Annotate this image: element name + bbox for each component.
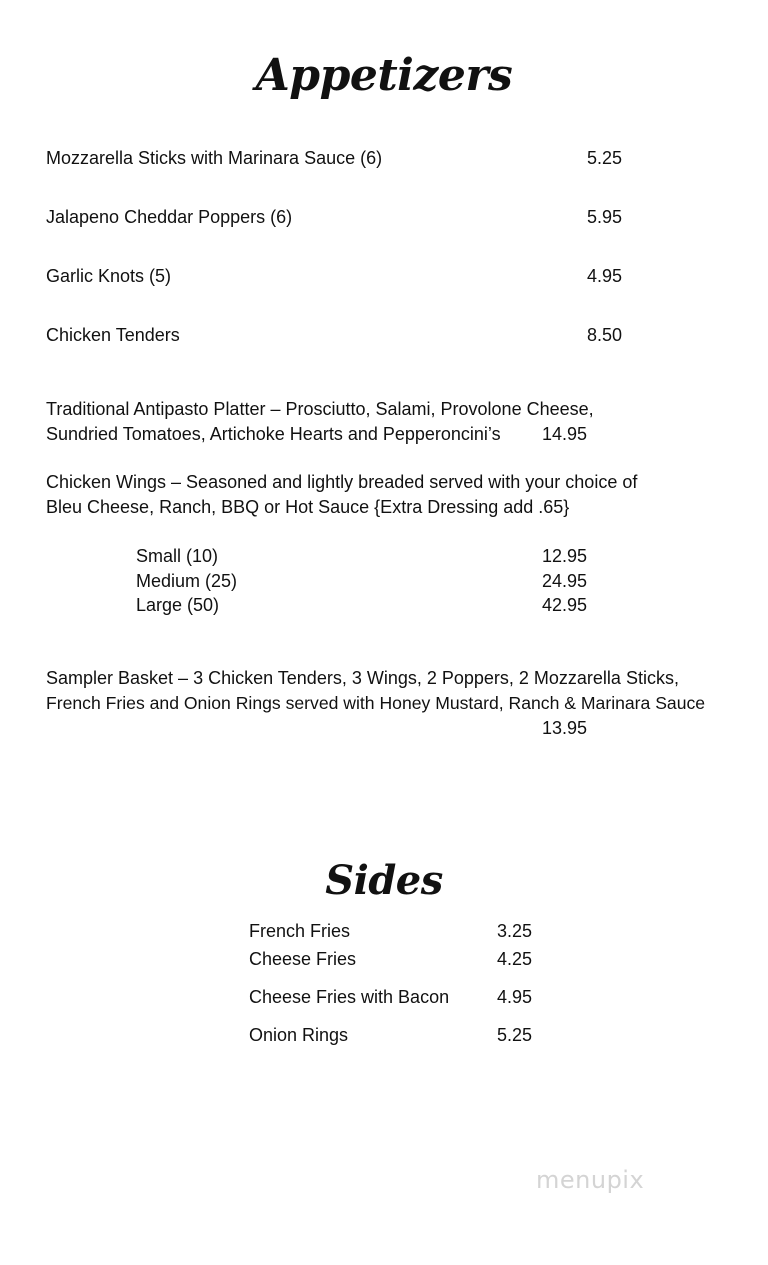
side-price: 5.25 bbox=[497, 1025, 533, 1045]
wings-description-line2: Bleu Cheese, Ranch, BBQ or Hot Sauce {Extra Dressing add .65} bbox=[46, 497, 570, 517]
sampler-description-line1: Sampler Basket – 3 Chicken Tenders, 3 Wings, 2 Poppers, 2 Mozzarella Sticks, bbox=[46, 668, 679, 688]
side-price: 4.95 bbox=[497, 987, 533, 1007]
wing-size-price: 24.95 bbox=[542, 571, 588, 591]
side-price: 3.25 bbox=[497, 921, 533, 941]
item-name: Mozzarella Sticks with Marinara Sauce (6) bbox=[46, 148, 383, 168]
item-price: 4.95 bbox=[587, 266, 623, 286]
sides-heading: Sides bbox=[325, 857, 443, 904]
side-name: Onion Rings bbox=[249, 1025, 349, 1045]
side-price: 4.25 bbox=[497, 949, 533, 969]
side-name: Cheese Fries with Bacon bbox=[249, 987, 450, 1007]
item-name: Chicken Tenders bbox=[46, 325, 180, 345]
wing-size-name: Large (50) bbox=[136, 595, 220, 615]
wing-size-price: 12.95 bbox=[542, 546, 588, 566]
sampler-description-line2: French Fries and Onion Rings served with Honey Mustard, Ranch & Marinara Sauce bbox=[46, 693, 706, 713]
appetizers-heading: Appetizers bbox=[255, 50, 513, 101]
antipasto-price: 14.95 bbox=[542, 424, 588, 444]
item-name: Jalapeno Cheddar Poppers (6) bbox=[46, 207, 293, 227]
wings-description-line1: Chicken Wings – Seasoned and lightly breaded served with your choice of bbox=[46, 472, 638, 492]
item-name: Garlic Knots (5) bbox=[46, 266, 172, 286]
item-price: 5.25 bbox=[587, 148, 623, 168]
antipasto-description-line1: Traditional Antipasto Platter – Prosciutto, Salami, Provolone Cheese, bbox=[46, 399, 594, 419]
side-name: Cheese Fries bbox=[249, 949, 357, 969]
antipasto-description-line2: Sundried Tomatoes, Artichoke Hearts and Pepperoncini’s bbox=[46, 424, 501, 444]
item-price: 5.95 bbox=[587, 207, 623, 227]
wing-size-price: 42.95 bbox=[542, 595, 588, 615]
wing-size-name: Medium (25) bbox=[136, 571, 238, 591]
sampler-price: 13.95 bbox=[542, 718, 588, 738]
side-name: French Fries bbox=[249, 921, 351, 941]
menupix-watermark: menupix bbox=[536, 1166, 645, 1194]
item-price: 8.50 bbox=[587, 325, 623, 345]
wing-size-name: Small (10) bbox=[136, 546, 219, 566]
